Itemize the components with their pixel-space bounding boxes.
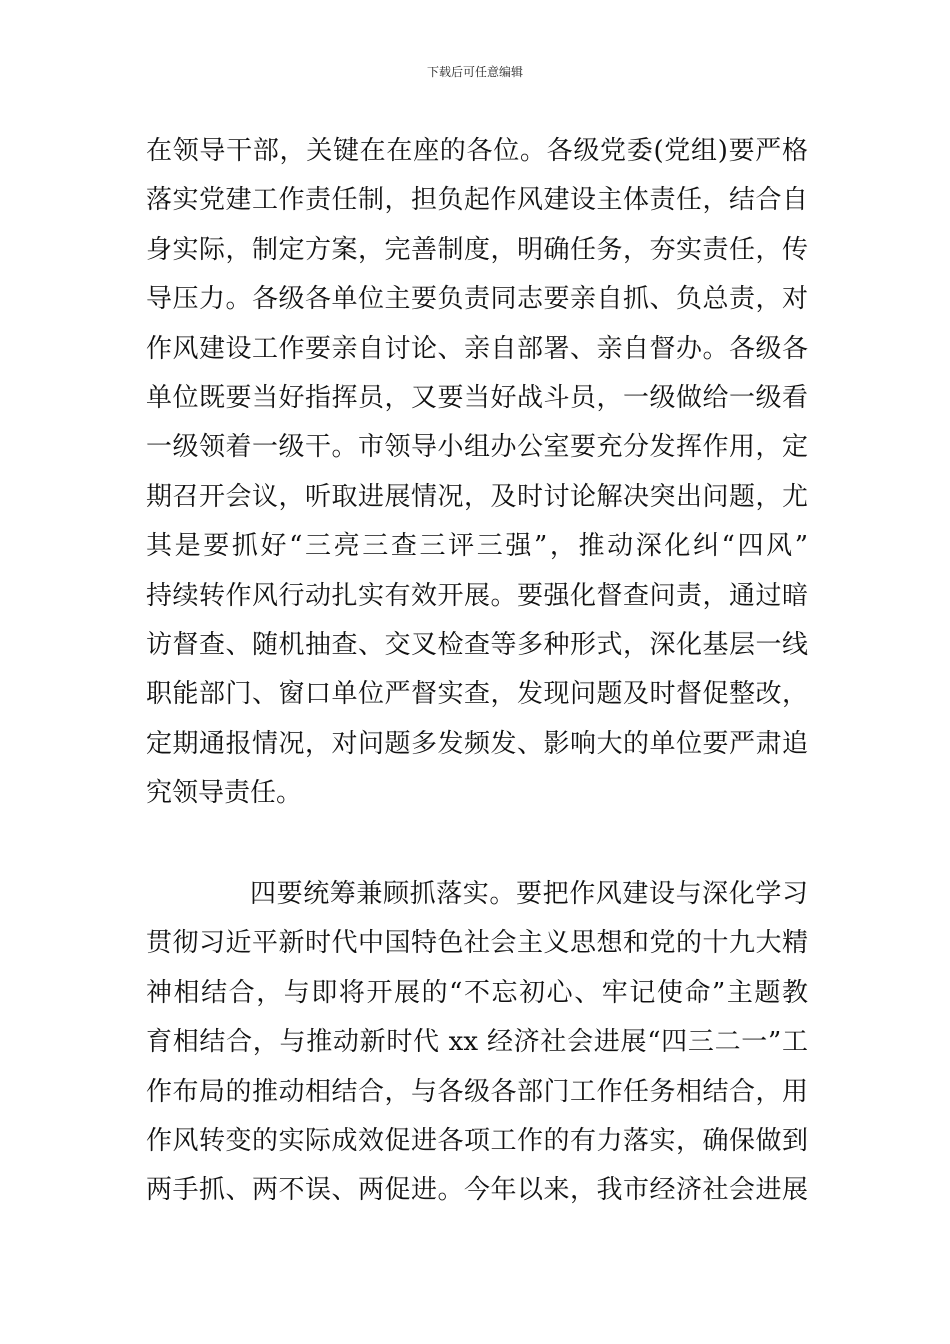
text-line: 其是要抓好“三亮三查三评三强”，推动深化纠“四风” <box>146 531 808 562</box>
text-line: 作风转变的实际成效促进各项工作的有力落实，确保做到 <box>146 1125 808 1156</box>
text-line: 贯彻习近平新时代中国特色社会主义思想和党的十九大精 <box>146 928 808 959</box>
text-line: 导压力。各级各单位主要负责同志要亲自抓、负总责，对 <box>146 284 808 315</box>
text-line: 两手抓、两不误、两促进。今年以来，我市经济社会进展 <box>146 1175 808 1206</box>
text-line: 落实党建工作责任制，担负起作风建设主体责任，结合自 <box>146 185 808 216</box>
text-line: 单位既要当好指挥员，又要当好战斗员，一级做给一级看 <box>146 382 808 413</box>
paragraph-2 <box>146 870 808 1216</box>
text-line: 访督查、随机抽查、交叉检查等多种形式，深化基层一线 <box>146 629 808 660</box>
text-line: 育相结合，与推动新时代 xx 经济社会进展“四三二一”工 <box>146 1027 808 1058</box>
text-line: 在领导干部，关键在在座的各位。各级党委(党组)要严格 <box>146 136 808 166</box>
text-line: 职能部门、窗口单位严督实查，发现问题及时督促整改， <box>146 679 808 710</box>
text-line: 究领导责任。 <box>146 778 303 809</box>
text-line: 作风建设工作要亲自讨论、亲自部署、亲自督办。各级各 <box>146 333 808 364</box>
text-line: 作布局的推动相结合，与各级各部门工作任务相结合，用 <box>146 1076 808 1107</box>
text-line: 四要统筹兼顾抓落实。要把作风建设与深化学习 <box>250 879 808 909</box>
text-line: 神相结合，与即将开展的“不忘初心、牢记使命”主题教 <box>146 977 808 1008</box>
text-line: 定期通报情况，对问题多发频发、影响大的单位要严肃追 <box>146 728 808 759</box>
text-line: 期召开会议，听取进展情况，及时讨论解决突出问题，尤 <box>146 481 808 512</box>
paragraph-1 <box>146 127 808 818</box>
page-header: 下载后可任意编辑 <box>426 65 523 79</box>
text-line: 持续转作风行动扎实有效开展。要强化督查问责，通过暗 <box>146 580 808 611</box>
text-line: 身实际，制定方案，完善制度，明确任务，夯实责任，传 <box>146 234 808 265</box>
text-line: 一级领着一级干。市领导小组办公室要充分发挥作用，定 <box>146 432 808 463</box>
